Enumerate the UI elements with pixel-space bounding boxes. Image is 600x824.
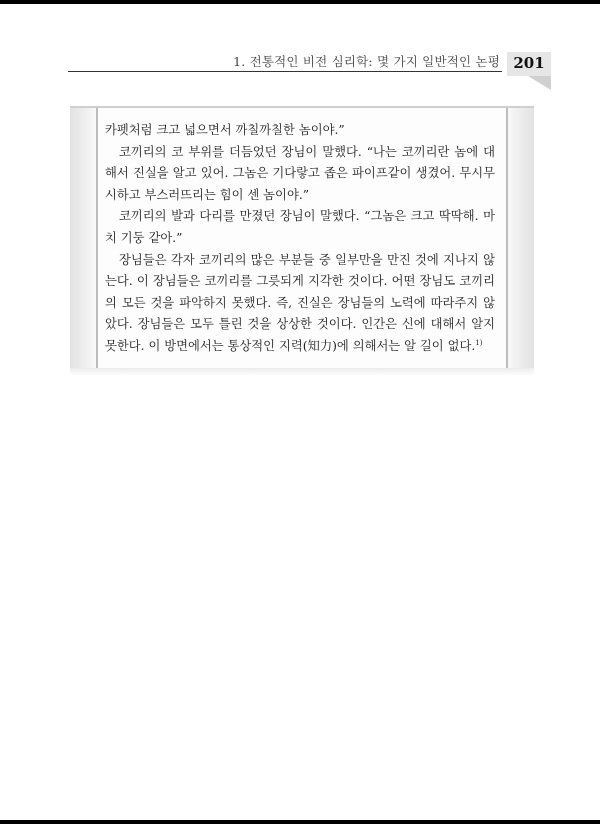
paragraph-4-text: 장님들은 각자 코끼리의 많은 부분들 중 일부만을 만진 것에 지나지 않는다. 이 장님들은 코끼리를 그릇되게 지각한 것이다. 어떤 장님도 코끼리의 모든 것을 파악하지 못했다. 즉, 진실은 장님들의 노력에 따라주지 않았다. 장님들은 모두 틀린 것을 상상한 것이다. 인간은 신에 대해서 알지 못한다. 이 방면에서는 통상적인 지력(知力)에 의해서는 알 길이 없다. — [105, 252, 495, 353]
paragraph-2: 코끼리의 코 부위를 더듬었던 장님이 말했다. “나는 코끼리란 놈에 대해서 진실을 알고 있어. 그놈은 기다랗고 좁은 파이프같이 생겼어. 무시무시하고 부스러뜨리는 힘이 센 놈이야.” — [105, 144, 495, 202]
running-header: 1. 전통적인 비전 심리학: 몇 가지 일반적인 논평 — [233, 54, 500, 69]
quote-text — [105, 120, 495, 358]
paragraph-3: 코끼리의 발과 다리를 만졌던 장님이 말했다. “그놈은 크고 딱딱해. 마치 기둥 같아.” — [105, 209, 495, 245]
page-fold-corner — [528, 76, 551, 90]
bottom-border — [0, 820, 600, 824]
box-shadow-right — [508, 108, 534, 374]
box-bottom-shadow — [70, 368, 534, 376]
page-number: 201 — [513, 54, 545, 72]
top-border — [0, 0, 600, 4]
box-shadow-left — [70, 108, 96, 374]
paragraph-4 — [105, 250, 495, 358]
header-rule — [68, 71, 502, 72]
footnote-mark: 1) — [475, 338, 483, 347]
paragraph-1: 카펫처럼 크고 넓으면서 까칠까칠한 놈이야.” — [105, 123, 345, 137]
